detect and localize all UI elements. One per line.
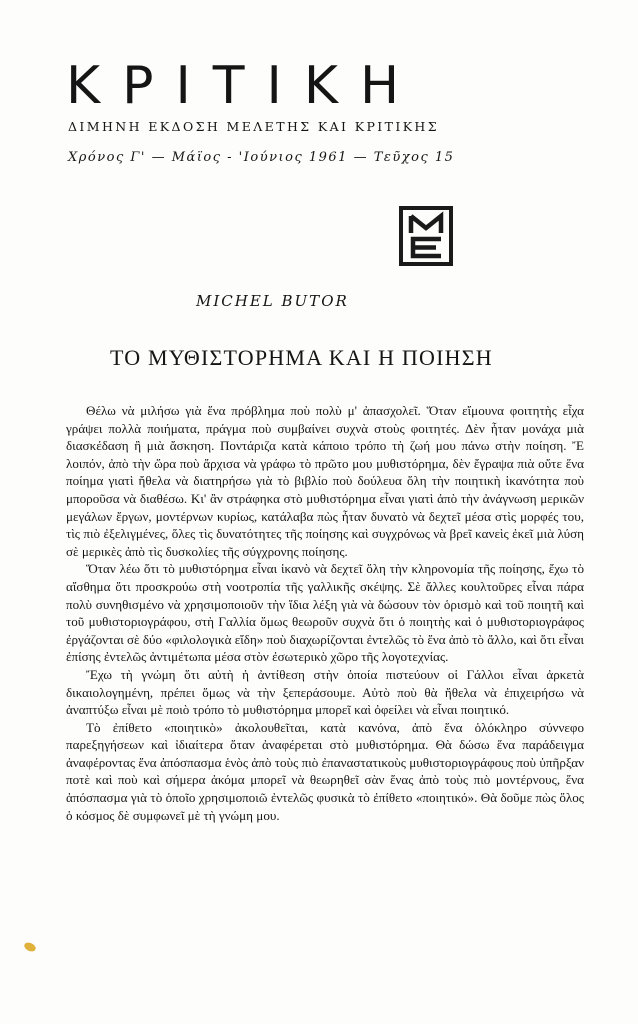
body-paragraph: Ἔχω τὴ γνώμη ὅτι αὐτὴ ἡ ἀντίθεση στὴν ὁποία πιστεύουν οἱ Γάλλοι εἶναι ἀρκετὰ δικαιολογημένη, πρέπει ὅμως νὰ τὴν ξεπεράσουμε. Αὐτὸ ποὺ θὰ ἤθελα νὰ ἐπιχειρήσω νὰ ἀναπτύξω εἶναι μὲ ποιὸ τρόπο τὸ μυθιστόρημα μπορεῖ καὶ ὀφείλει νὰ εἶναι ποιητικό. — [66, 666, 584, 718]
article-title: ΤΟ ΜΥΘΙΣΤΟΡΗΜΑ ΚΑΙ Η ΠΟΙΗΣΗ — [110, 345, 493, 370]
issue-info: Χρόνος Γ' — Μάϊος - 'Ιούνιος 1961 — Τεῦχος 15 — [68, 150, 455, 165]
body-paragraph: Θέλω νὰ μιλήσω γιὰ ἕνα πρόβλημα ποὺ πολὺ μ' ἀπασχολεῖ. Ὅταν εἴμουνα φοιτητὴς εἶχα γράψει πολλὰ ποιήματα, πράγμα ποὺ συμβαίνει συχνὰ στοὺς φοιτητές. Δὲν ἦταν μονάχα μιὰ διασκέδαση ἢ μιὰ ἄσκηση. Ποντάριζα κατὰ κάποιο τρόπο τὴ ζωή μου πάνω στὴν ποίηση. Ἔ λοιπόν, ἀπὸ τὴν ὥρα ποὺ ἄρχισα νὰ γράφω τὸ πρῶτο μου μυθιστόρημα, δὲν ἔγραψα πιὰ οὔτε ἕνα ποίημα γιατὶ ἤθελα νὰ διατηρήσω γιὰ τὸ βιβλίο ποὺ δούλευα ὅλη τὴν ποιητικὴ ἱκανότητα ποὺ μποροῦσα νὰ διαθέσω. Κι' ἂν στράφηκα στὸ μυθιστόρημα εἶναι γιατὶ ἀπὸ τὴν ἀνάγνωση μερικῶν μεγάλων ἔργων, μοντέρνων κυρίως, κατάλαβα πὼς ἦταν δυνατὸ νὰ δεχτεῖ μέσα στὶς μορφές του, τὶς πιὸ ἐξελιγμένες, ὅλες τὶς δυνατότητες τῆς ποίησης καὶ συγχρόνως νὰ βρεῖ κανεὶς ἐκεῖ μιὰ λύση σὲ μερικὲς ἀπὸ τὶς δυσκολίες τῆς σύγχρονης ποίησης. — [66, 403, 584, 559]
article-author: MICHEL BUTOR — [196, 292, 349, 310]
journal-title: ΚΡΙΤΙΚΗ — [66, 56, 422, 116]
body-paragraph: Ὅταν λέω ὅτι τὸ μυθιστόρημα εἶναι ἱκανὸ νὰ δεχτεῖ ὅλη τὴν κληρονομία τῆς ποίησης, ἔχω τὸ αἴσθημα ὅτι προσκρούω στὴ νοοτροπία τῆς γαλλικῆς σκέψης. Σὲ ἄλλες κουλτοῦρες εἶναι πάρα πολὺ συνηθισμένο νὰ χρησιμοποιοῦν τὴν ἴδια λέξη γιὰ νὰ δώσουν τὸν ὁρισμὸ καὶ τοῦ ποιητῆ καὶ τοῦ μυθιστοριογράφου, στὴ Γαλλία ὅμως θεωροῦν συχνὰ ὅτι ὁ ποιητὴς καὶ ὁ μυθιστοριογράφος ἐργάζονται σὲ δύο «φιλολογικὰ εἴδη» ποὺ διαχωρίζονται ἐντελῶς τὸ ἕνα ἀπὸ τὸ ἄλλο, καὶ ὅτι εἶναι ἐπίσης ἐντελῶς ἀντιμέτωπα μέσα στὸν ἐσωτερικὸ χῶρο τῆς λογοτεχνίας. — [66, 561, 584, 665]
publisher-monogram-icon — [398, 206, 456, 268]
article-body — [66, 402, 584, 824]
body-paragraph: Τὸ ἐπίθετο «ποιητικὸ» ἀκολουθεῖται, κατὰ κανόνα, ἀπὸ ἕνα ὁλόκληρο σύννεφο παρεξηγήσεων καὶ ἰδιαίτερα ὅταν ἀναφέρεται στὸ μυθιστόρημα. Θὰ δώσω ἕνα παράδειγμα ἀναφέροντας ἕνα ἀπόσπασμα ἑνὸς ἀπὸ τοὺς πιὸ ἐπαναστατικοὺς μυθιστοριογράφους ποὺ ὑπῆρξαν ποτὲ καὶ ποὺ καὶ σήμερα ἀκόμα μπορεῖ νὰ θεωρηθεῖ σὰν ἕνας ἀπὸ τοὺς πιὸ μοντέρνους, ἕνα ἀπόσπασμα γιὰ τὸ ὁποῖο χρησιμοποιῶ ἐντελῶς φυσικὰ τὸ ἐπίθετο «ποιητικό». Θὰ δοῦμε πὼς ὅλος ὁ κόσμος δὲ συμφωνεῖ μὲ τὴ γνώμη μου. — [66, 719, 584, 823]
ink-stain — [23, 941, 37, 953]
journal-subtitle: ΔΙΜΗΝΗ ΕΚΔΟΣΗ ΜΕΛΕΤΗΣ ΚΑΙ ΚΡΙΤΙΚΗΣ — [68, 119, 439, 134]
